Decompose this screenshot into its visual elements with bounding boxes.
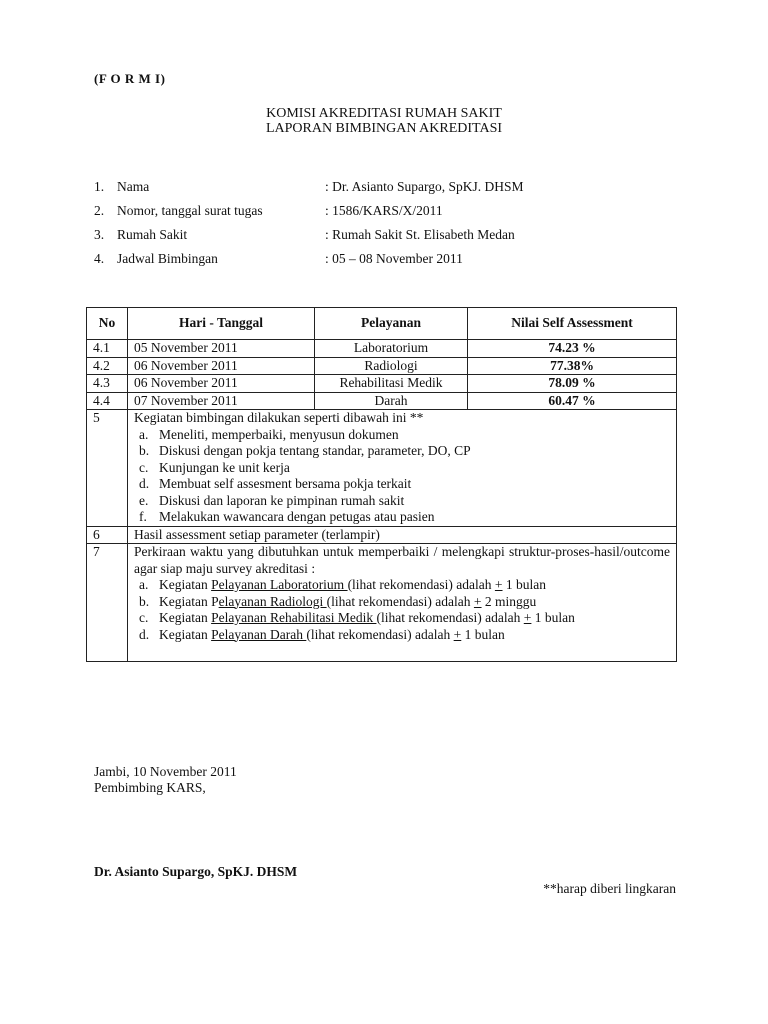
- row-date: 07 November 2011: [128, 392, 315, 410]
- table-row-activities: [87, 410, 677, 527]
- info-row-surat-tugas: [94, 202, 694, 226]
- header-score: Nilai Self Assessment: [468, 308, 677, 340]
- table-row: [87, 340, 677, 358]
- info-num: 1.: [94, 179, 105, 194]
- row-score: 60.47 %: [468, 392, 677, 410]
- row-score: 78.09 %: [468, 375, 677, 393]
- assessment-table: [86, 307, 677, 662]
- header-no: No: [87, 308, 128, 340]
- list-item: b. Diskusi dengan pokja tentang standar, parameter, DO, CP: [139, 443, 471, 458]
- row-score: 77.38%: [468, 357, 677, 375]
- row-service: Laboratorium: [315, 340, 468, 358]
- list-item: d. Kegiatan Pelayanan Darah (lihat rekomendasi) adalah + 1 bulan: [139, 626, 505, 642]
- info-label: Rumah Sakit: [117, 227, 188, 242]
- table-row: [87, 375, 677, 393]
- info-row-rumah-sakit: [94, 226, 694, 250]
- info-value: : 05 – 08 November 2011: [325, 251, 463, 266]
- info-num: 4.: [94, 251, 105, 266]
- info-row-nama: [94, 178, 694, 202]
- row-score: 74.23 %: [468, 340, 677, 358]
- list-item: f. Melakukan wawancara dengan petugas atau pasien: [139, 509, 435, 524]
- info-num: 3.: [94, 227, 105, 242]
- title-line-2: LAPORAN BIMBINGAN AKREDITASI: [265, 121, 503, 136]
- table-header-row: [87, 308, 677, 340]
- row-date: 05 November 2011: [128, 340, 315, 358]
- info-row-jadwal: [94, 250, 694, 274]
- info-label: Nomor, tanggal surat tugas: [117, 203, 263, 218]
- table-row-estimates: [87, 544, 677, 662]
- row-service: Darah: [315, 392, 468, 410]
- header-service: Pelayanan: [315, 308, 468, 340]
- estimates-intro: Perkiraan waktu yang dibutuhkan untuk memperbaiki / melengkapi struktur-proses-hasil/outcome agar siap maju survey akreditasi :: [134, 544, 670, 576]
- activities-intro: Kegiatan bimbingan dilakukan seperti dibawah ini **: [134, 410, 424, 425]
- row-service: Rehabilitasi Medik: [315, 375, 468, 393]
- list-item: c. Kegiatan Pelayanan Rehabilitasi Medik (lihat rekomendasi) adalah + 1 bulan: [139, 610, 575, 625]
- info-num: 2.: [94, 203, 105, 218]
- row-service: Radiologi: [315, 357, 468, 375]
- form-label: (F O R M I): [94, 71, 166, 86]
- row-no: 5: [87, 410, 128, 527]
- list-item: b. Kegiatan Pelayanan Radiologi (lihat rekomendasi) adalah + 2 minggu: [139, 593, 537, 609]
- estimates-cell: [128, 544, 677, 662]
- header-date: Hari - Tanggal: [128, 308, 315, 340]
- title-line-1: KOMISI AKREDITASI RUMAH SAKIT: [266, 106, 502, 121]
- row-date: 06 November 2011: [128, 357, 315, 375]
- table-row-results: [87, 526, 677, 544]
- signature-name: Dr. Asianto Supargo, SpKJ. DHSM: [94, 864, 298, 879]
- row-no: 4.1: [87, 340, 128, 358]
- list-item: c. Kunjungan ke unit kerja: [139, 459, 290, 475]
- footnote: **harap diberi lingkaran: [543, 881, 676, 896]
- signature-place-date: Jambi, 10 November 2011: [94, 764, 237, 779]
- table-row: [87, 357, 677, 375]
- list-item: a. Meneliti, memperbaiki, menyusun dokumen: [139, 426, 399, 442]
- row-date: 06 November 2011: [128, 375, 315, 393]
- signature-role: Pembimbing KARS,: [94, 780, 206, 795]
- list-item: e. Diskusi dan laporan ke pimpinan rumah sakit: [139, 492, 405, 508]
- info-value: : 1586/KARS/X/2011: [325, 203, 443, 218]
- row-no: 6: [87, 526, 128, 544]
- row-no: 4.4: [87, 392, 128, 410]
- activities-cell: [128, 410, 677, 527]
- table-row: [87, 392, 677, 410]
- row-no: 4.3: [87, 375, 128, 393]
- info-list: [94, 178, 694, 274]
- row-no: 7: [87, 544, 128, 662]
- info-label: Nama: [117, 179, 150, 194]
- info-label: Jadwal Bimbingan: [117, 251, 218, 266]
- list-item: a. Kegiatan Pelayanan Laboratorium (lihat rekomendasi) adalah + 1 bulan: [139, 577, 547, 592]
- list-item: d. Membuat self assesment bersama pokja terkait: [139, 476, 412, 491]
- results-cell: Hasil assessment setiap parameter (terlampir): [128, 526, 677, 544]
- info-value: : Dr. Asianto Supargo, SpKJ. DHSM: [325, 179, 524, 194]
- row-no: 4.2: [87, 357, 128, 375]
- info-value: : Rumah Sakit St. Elisabeth Medan: [325, 227, 515, 242]
